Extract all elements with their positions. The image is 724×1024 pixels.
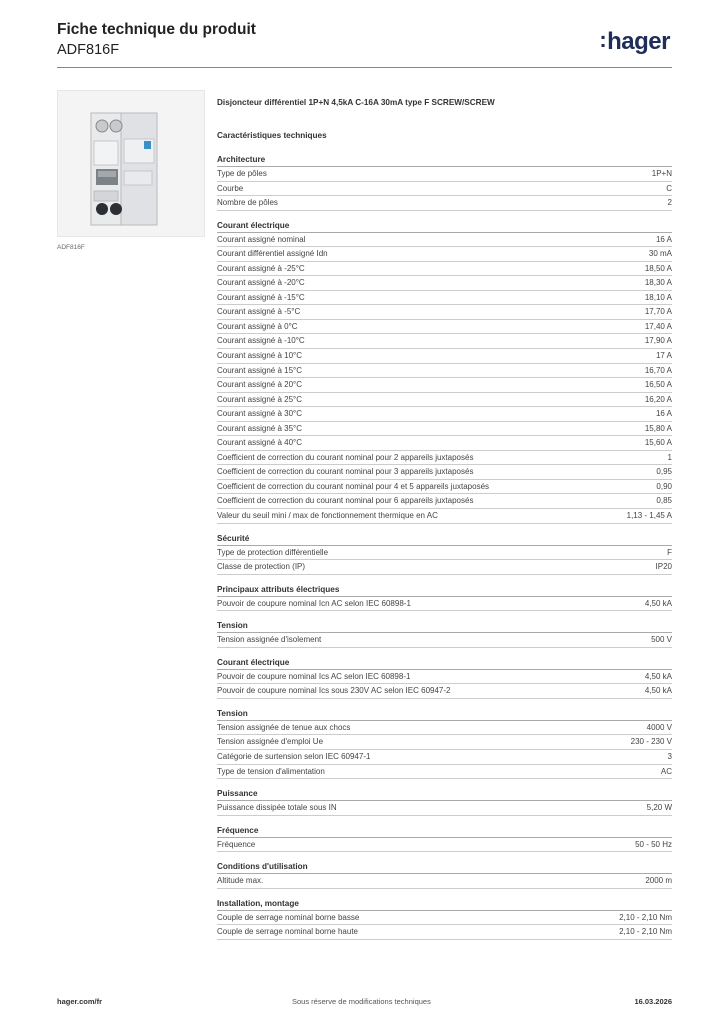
spec-label: Courant assigné à 10°C xyxy=(217,351,303,361)
spec-value: 2000 m xyxy=(645,876,672,886)
spec-label: Fréquence xyxy=(217,839,256,849)
spec-value: F xyxy=(667,547,672,557)
spec-label: Tension assignée d'isolement xyxy=(217,635,322,645)
spec-row xyxy=(217,276,672,291)
spec-value: C xyxy=(666,183,672,193)
spec-row xyxy=(217,349,672,364)
spec-value: 1 xyxy=(667,452,672,462)
section-title: Conditions d'utilisation xyxy=(217,861,672,874)
spec-label: Courant assigné à -15°C xyxy=(217,292,305,302)
spec-row xyxy=(217,925,672,940)
product-title: Disjoncteur différentiel 1P+N 4,5kA C-16A 30mA type F SCREW/SCREW xyxy=(217,98,495,107)
spec-value: 1,13 - 1,45 A xyxy=(626,511,672,521)
spec-value: 18,50 A xyxy=(644,263,672,273)
spec-row xyxy=(217,167,672,182)
spec-value: 15,80 A xyxy=(644,423,672,433)
spec-row xyxy=(217,546,672,561)
spec-label: Courant assigné à -20°C xyxy=(217,278,305,288)
spec-value: 17,90 A xyxy=(644,336,672,346)
spec-label: Nombre de pôles xyxy=(217,198,278,208)
section-title: Courant électrique xyxy=(217,657,672,670)
product-image xyxy=(57,90,205,237)
spec-value: 4,50 kA xyxy=(644,671,672,681)
spec-row xyxy=(217,494,672,509)
spec-label: Valeur du seuil mini / max de fonctionnement thermique en AC xyxy=(217,511,438,521)
page-header xyxy=(57,20,672,68)
spec-row xyxy=(217,874,672,889)
spec-value: 2,10 - 2,10 Nm xyxy=(619,927,672,937)
spec-label: Puissance dissipée totale sous IN xyxy=(217,803,337,813)
spec-row xyxy=(217,182,672,197)
spec-row xyxy=(217,735,672,750)
spec-value: 16,50 A xyxy=(644,380,672,390)
spec-value: IP20 xyxy=(655,562,672,572)
main-content xyxy=(217,97,672,940)
spec-label: Courant assigné à 20°C xyxy=(217,380,303,390)
spec-label: Courant assigné à -5°C xyxy=(217,307,301,317)
section-title: Principaux attributs électriques xyxy=(217,584,672,597)
section-title: Tension xyxy=(217,620,672,633)
logo-text: hager xyxy=(607,28,670,55)
spec-value: 50 - 50 Hz xyxy=(635,839,672,849)
spec-label: Courbe xyxy=(217,183,244,193)
section-title: Architecture xyxy=(217,154,672,167)
spec-row xyxy=(217,480,672,495)
spec-section xyxy=(217,898,672,940)
circuit-breaker-icon xyxy=(58,91,204,236)
spec-row xyxy=(217,305,672,320)
spec-label: Type de pôles xyxy=(217,169,267,178)
spec-label: Couple de serrage nominal borne basse xyxy=(217,912,360,922)
spec-section xyxy=(217,861,672,889)
spec-row xyxy=(217,422,672,437)
spec-value: 1P+N xyxy=(651,169,672,178)
spec-section xyxy=(217,154,672,211)
spec-section xyxy=(217,825,672,853)
spec-value: 2,10 - 2,10 Nm xyxy=(619,912,672,922)
spec-value: 0,85 xyxy=(656,496,672,506)
spec-label: Tension assignée d'emploi Ue xyxy=(217,737,324,747)
spec-value: 0,95 xyxy=(656,467,672,477)
spec-row xyxy=(217,911,672,926)
spec-label: Type de protection différentielle xyxy=(217,547,329,557)
spec-value: 4,50 kA xyxy=(644,598,672,608)
spec-row xyxy=(217,633,672,648)
spec-row xyxy=(217,721,672,736)
spec-value: 2 xyxy=(667,198,672,208)
spec-section xyxy=(217,220,672,524)
photo-caption: ADF816F xyxy=(57,244,85,251)
spec-label: Courant assigné à 40°C xyxy=(217,438,303,448)
spec-label: Tension assignée de tenue aux chocs xyxy=(217,722,351,732)
section-title: Tension xyxy=(217,708,672,721)
spec-value: 16 A xyxy=(655,234,672,244)
spec-value: 17 A xyxy=(655,351,672,361)
spec-row xyxy=(217,407,672,422)
section-title: Sécurité xyxy=(217,533,672,546)
spec-row xyxy=(217,364,672,379)
spec-row xyxy=(217,233,672,248)
spec-label: Courant assigné à 15°C xyxy=(217,365,303,375)
spec-value: 0,90 xyxy=(656,481,672,491)
spec-row xyxy=(217,560,672,575)
spec-row xyxy=(217,451,672,466)
spec-value: 4000 V xyxy=(646,722,672,732)
hager-logo[interactable] xyxy=(599,28,670,56)
spec-section xyxy=(217,584,672,612)
spec-value: 18,30 A xyxy=(644,278,672,288)
section-title: Puissance xyxy=(217,788,672,801)
spec-value: 16,20 A xyxy=(644,394,672,404)
spec-label: Courant assigné à -10°C xyxy=(217,336,305,346)
section-title: Courant électrique xyxy=(217,220,672,233)
spec-value: 16 A xyxy=(655,409,672,419)
spec-label: Type de tension d'alimentation xyxy=(217,766,325,776)
spec-label: Pouvoir de coupure nominal Icn AC selon IEC 60898-1 xyxy=(217,598,411,608)
spec-row xyxy=(217,262,672,277)
spec-label: Coefficient de correction du courant nominal pour 6 appareils juxtaposés xyxy=(217,496,474,506)
spec-label: Classe de protection (IP) xyxy=(217,562,306,572)
page-title: Fiche technique du produit xyxy=(57,21,256,38)
characteristics-title: Caractéristiques techniques xyxy=(217,131,327,140)
footer-disclaimer: Sous réserve de modifications techniques xyxy=(292,997,431,1006)
spec-value: 17,70 A xyxy=(644,307,672,317)
header-divider xyxy=(57,67,672,68)
spec-row xyxy=(217,291,672,306)
spec-label: Courant différentiel assigné Idn xyxy=(217,249,328,259)
spec-label: Altitude max. xyxy=(217,876,264,886)
spec-value: AC xyxy=(660,766,672,776)
spec-value: 15,60 A xyxy=(644,438,672,448)
spec-label: Pouvoir de coupure nominal Ics sous 230V AC selon IEC 60947-2 xyxy=(217,686,451,696)
spec-section xyxy=(217,657,672,699)
spec-row xyxy=(217,334,672,349)
spec-value: 30 mA xyxy=(648,249,672,259)
spec-row xyxy=(217,465,672,480)
spec-label: Catégorie de surtension selon IEC 60947-1 xyxy=(217,751,371,761)
spec-sections xyxy=(217,154,672,940)
spec-section xyxy=(217,708,672,779)
footer-date: 16.03.2026 xyxy=(634,997,672,1006)
section-title: Installation, montage xyxy=(217,898,672,911)
spec-row xyxy=(217,436,672,451)
spec-row xyxy=(217,597,672,612)
spec-label: Courant assigné à 30°C xyxy=(217,409,303,419)
spec-value: 16,70 A xyxy=(644,365,672,375)
spec-row xyxy=(217,838,672,853)
spec-row xyxy=(217,750,672,765)
spec-label: Courant assigné à 25°C xyxy=(217,394,303,404)
spec-label: Coefficient de correction du courant nominal pour 3 appareils juxtaposés xyxy=(217,467,474,477)
spec-row xyxy=(217,765,672,780)
spec-label: Pouvoir de coupure nominal Ics AC selon IEC 60898-1 xyxy=(217,671,411,681)
spec-row xyxy=(217,393,672,408)
spec-value: 4,50 kA xyxy=(644,686,672,696)
spec-value: 230 - 230 V xyxy=(630,737,672,747)
spec-section xyxy=(217,788,672,816)
spec-row xyxy=(217,801,672,816)
spec-section xyxy=(217,533,672,575)
spec-label: Courant assigné nominal xyxy=(217,234,306,244)
spec-value: 18,10 A xyxy=(644,292,672,302)
spec-row xyxy=(217,684,672,699)
product-reference: ADF816F xyxy=(57,42,120,58)
spec-label: Courant assigné à 35°C xyxy=(217,423,303,433)
spec-value: 500 V xyxy=(651,635,672,645)
spec-row xyxy=(217,509,672,524)
spec-label: Coefficient de correction du courant nominal pour 4 et 5 appareils juxtaposés xyxy=(217,481,490,491)
spec-value: 3 xyxy=(667,751,672,761)
section-title: Fréquence xyxy=(217,825,672,838)
spec-label: Courant assigné à 0°C xyxy=(217,321,298,331)
spec-row xyxy=(217,670,672,685)
spec-row xyxy=(217,320,672,335)
spec-label: Couple de serrage nominal borne haute xyxy=(217,927,358,937)
spec-value: 5,20 W xyxy=(646,803,672,813)
spec-row xyxy=(217,378,672,393)
spec-section xyxy=(217,620,672,648)
spec-value: 17,40 A xyxy=(644,321,672,331)
logo-colon-icon: : xyxy=(599,27,607,52)
spec-label: Coefficient de correction du courant nominal pour 2 appareils juxtaposés xyxy=(217,452,474,462)
spec-row xyxy=(217,196,672,211)
spec-row xyxy=(217,247,672,262)
footer-website-link[interactable]: hager.com/fr xyxy=(57,997,103,1006)
spec-label: Courant assigné à -25°C xyxy=(217,263,305,273)
